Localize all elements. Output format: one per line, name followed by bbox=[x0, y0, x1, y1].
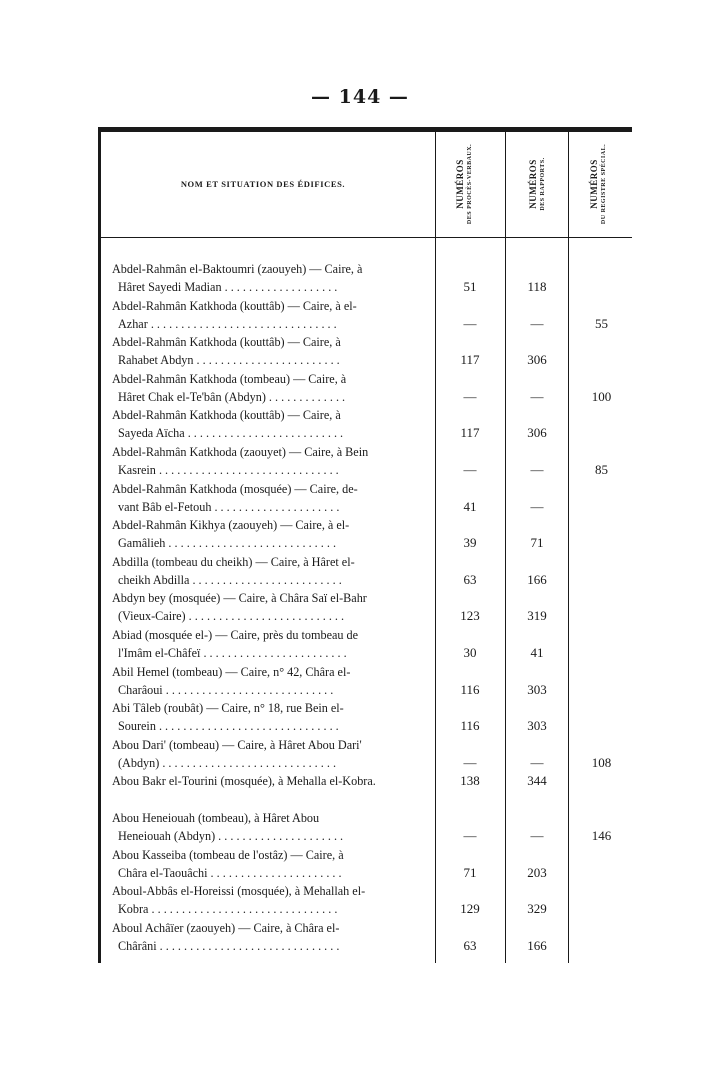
registre-number: 108 bbox=[591, 754, 612, 770]
column-header-line: DU REGISTRE SPÉCIAL. bbox=[601, 143, 607, 225]
edifice-name-line: Azhar . . . . . . . . . . . . . . . . . . . . . . . . . . . . . . . bbox=[118, 316, 337, 331]
edifice-name-line: Hâret Chak el-Te'bân (Abdyn) . . . . . . . . . . . . . bbox=[118, 389, 346, 404]
edifice-name-line: Abdel-Rahmân Katkhoda (kouttâb) — Caire, à bbox=[112, 335, 341, 350]
table-row bbox=[98, 846, 632, 883]
edifice-name-line: Abou Bakr el-Tourini (mosquée), à Mehalla el-Kobra. bbox=[112, 774, 376, 789]
edifice-name-line: Chârâni . . . . . . . . . . . . . . . . . . . . . . . . . . . . . . bbox=[118, 938, 340, 953]
table-row bbox=[98, 919, 632, 956]
header-divider bbox=[98, 237, 632, 238]
edifice-name bbox=[112, 443, 430, 479]
edifice-name bbox=[112, 809, 430, 845]
edifice-name-line: Abdyn bey (mosquée) — Caire, à Châra Saï el-Bahr bbox=[112, 591, 367, 606]
edifice-name-line: Abou Kasseiba (tombeau de l'ostâz) — Caire, à bbox=[112, 847, 344, 862]
column-header-line: DES RAPPORTS. bbox=[540, 157, 546, 211]
table-row bbox=[98, 626, 632, 663]
edifice-name-line: Châra el-Taouâchi . . . . . . . . . . . . . . . . . . . . . . bbox=[118, 865, 342, 880]
proces-verbal-number: 63 bbox=[463, 937, 477, 953]
column-header-name: NOM ET SITUATION DES ÉDIFICES. bbox=[180, 179, 346, 189]
rapport-number: 118 bbox=[527, 279, 547, 294]
rapport-number: — bbox=[530, 388, 544, 404]
column-header-line: NUMÉROS bbox=[589, 159, 599, 209]
column-header-rapports bbox=[517, 135, 557, 233]
edifice-name-line: Heneiouah (Abdyn) . . . . . . . . . . . . . . . . . . . . . bbox=[118, 829, 344, 843]
table-row bbox=[98, 333, 632, 370]
registre-number: 55 bbox=[595, 315, 608, 331]
rapport-number: — bbox=[530, 754, 544, 770]
edifice-name-line: Abdel-Rahmân Kikhya (zaouyeh) — Caire, à el- bbox=[112, 518, 350, 533]
edifice-name bbox=[112, 480, 430, 516]
registre-number: 146 bbox=[591, 828, 612, 843]
rapport-number: — bbox=[530, 462, 544, 477]
edifice-name bbox=[112, 333, 430, 369]
table-top-rule bbox=[98, 127, 632, 132]
proces-verbal-number: — bbox=[463, 315, 477, 331]
table-row bbox=[98, 809, 632, 846]
rapport-number: 306 bbox=[527, 425, 547, 441]
column-header-line: NUMÉROS bbox=[528, 159, 538, 209]
edifice-name-line: Abdel-Rahmân el-Baktoumri (zaouyeh) — Caire, à bbox=[112, 262, 363, 276]
edifice-name bbox=[112, 589, 430, 625]
edifice-name-line: Abdel-Rahmân Katkhoda (mosquée) — Caire, de- bbox=[112, 481, 358, 496]
edifice-name bbox=[112, 882, 430, 918]
edifice-name-line: Abdel-Rahmân Katkhoda (tombeau) — Caire, à bbox=[112, 371, 347, 386]
table-row bbox=[98, 553, 632, 590]
proces-verbal-number: 138 bbox=[460, 773, 480, 789]
edifice-name-line: Aboul-Abbâs el-Horeissi (mosquée), à Mehallah el- bbox=[112, 884, 366, 899]
edifice-name-line: Abi Tâleb (roubât) — Caire, n° 18, rue Bein el- bbox=[112, 701, 344, 716]
edifice-name-line: Charâoui . . . . . . . . . . . . . . . . . . . . . . . . . . . . bbox=[118, 682, 334, 697]
edifice-name-line: vant Bâb el-Fetouh . . . . . . . . . . . . . . . . . . . . . bbox=[118, 499, 340, 514]
table-row bbox=[98, 370, 632, 407]
edifice-name-line: Abou Heneiouah (tombeau), à Hâret Abou bbox=[112, 811, 320, 825]
edifice-name-line: Abdel-Rahmân Katkhoda (kouttâb) — Caire, à el- bbox=[112, 298, 357, 313]
table-row bbox=[98, 260, 632, 297]
edifice-name bbox=[112, 699, 430, 735]
proces-verbal-number: — bbox=[463, 754, 477, 770]
proces-verbal-number: 117 bbox=[460, 425, 480, 441]
edifice-name-line: l'Imâm el-Châfeï . . . . . . . . . . . . . . . . . . . . . . . . bbox=[118, 646, 347, 660]
edifice-name bbox=[112, 516, 430, 552]
rapport-number: 344 bbox=[527, 773, 547, 789]
edifice-name-line: Abdel-Rahmân Katkhoda (zaouyet) — Caire, à Bein bbox=[112, 445, 369, 459]
proces-verbal-number: 51 bbox=[463, 279, 477, 294]
table-row bbox=[98, 443, 632, 480]
edifice-name bbox=[112, 846, 430, 882]
edifices-table bbox=[98, 127, 632, 963]
proces-verbal-number: — bbox=[463, 388, 477, 404]
proces-verbal-number: 129 bbox=[460, 901, 480, 917]
edifice-name bbox=[112, 919, 430, 955]
table-row bbox=[98, 589, 632, 626]
edifice-name-line: Kobra . . . . . . . . . . . . . . . . . . . . . . . . . . . . . . . bbox=[118, 902, 338, 917]
proces-verbal-number: 116 bbox=[460, 718, 480, 734]
edifice-name-line: Gamâlieh . . . . . . . . . . . . . . . . . . . . . . . . . . . . bbox=[118, 536, 337, 551]
edifice-name bbox=[112, 260, 430, 296]
table-row bbox=[98, 480, 632, 517]
column-header-line: DES PROCÈS-VERBAUX. bbox=[467, 143, 473, 225]
edifice-name-line: Abiad (mosquée el-) — Caire, près du tombeau de bbox=[112, 628, 359, 642]
edifice-name-line: Kasrein . . . . . . . . . . . . . . . . . . . . . . . . . . . . . . bbox=[118, 463, 339, 477]
rapport-number: 166 bbox=[527, 937, 547, 953]
edifice-name-line: Sayeda Aïcha . . . . . . . . . . . . . . . . . . . . . . . . . . bbox=[118, 426, 344, 441]
rapport-number: 319 bbox=[527, 608, 547, 624]
rapport-number: 303 bbox=[527, 681, 547, 697]
column-header-registre bbox=[578, 135, 618, 233]
proces-verbal-number: 117 bbox=[460, 352, 480, 368]
proces-verbal-number: — bbox=[463, 462, 477, 477]
rapport-number: 166 bbox=[527, 571, 547, 587]
edifice-name bbox=[112, 736, 430, 772]
table-row bbox=[98, 297, 632, 334]
edifice-name bbox=[112, 772, 430, 790]
table-row bbox=[98, 772, 632, 809]
edifice-name-line: Aboul Achâïer (zaouyeh) — Caire, à Châra el- bbox=[112, 920, 340, 935]
rapport-number: 306 bbox=[527, 352, 547, 368]
proces-verbal-number: 71 bbox=[463, 864, 477, 880]
rapport-number: 303 bbox=[527, 718, 547, 734]
table-row bbox=[98, 699, 632, 736]
edifice-name-line: Rahabet Abdyn . . . . . . . . . . . . . . . . . . . . . . . . bbox=[118, 353, 340, 368]
edifice-name bbox=[112, 406, 430, 442]
rapport-number: 71 bbox=[530, 535, 544, 551]
proces-verbal-number: 30 bbox=[463, 645, 477, 660]
rapport-number: — bbox=[530, 498, 544, 514]
registre-number: 100 bbox=[591, 388, 612, 404]
rapport-number: 41 bbox=[530, 645, 544, 660]
page-number: — 144 — bbox=[311, 86, 409, 108]
proces-verbal-number: 116 bbox=[460, 681, 480, 697]
table-row bbox=[98, 663, 632, 700]
edifice-name bbox=[112, 370, 430, 406]
table-row bbox=[98, 736, 632, 773]
table-row bbox=[98, 882, 632, 919]
rapport-number: 203 bbox=[527, 864, 547, 880]
edifice-name-line: (Abdyn) . . . . . . . . . . . . . . . . . . . . . . . . . . . . . bbox=[118, 755, 337, 770]
rapport-number: — bbox=[530, 828, 544, 843]
proces-verbal-number: 41 bbox=[463, 498, 477, 514]
edifice-name-line: Hâret Sayedi Madian . . . . . . . . . . . . . . . . . . . bbox=[118, 280, 338, 294]
rapport-number: 329 bbox=[527, 901, 547, 917]
proces-verbal-number: 39 bbox=[463, 535, 477, 551]
edifice-name-line: Sourein . . . . . . . . . . . . . . . . . . . . . . . . . . . . . . bbox=[118, 719, 339, 734]
edifice-name bbox=[112, 663, 430, 699]
edifice-name bbox=[112, 553, 430, 589]
proces-verbal-number: 63 bbox=[463, 571, 477, 587]
edifice-name-line: Abil Hemel (tombeau) — Caire, n° 42, Châra el- bbox=[112, 664, 351, 679]
table-row bbox=[98, 406, 632, 443]
edifice-name-line: (Vieux-Caire) . . . . . . . . . . . . . . . . . . . . . . . . . . bbox=[118, 609, 345, 624]
proces-verbal-number: — bbox=[463, 828, 477, 843]
edifice-name-line: Abdilla (tombeau du cheikh) — Caire, à Hâret el- bbox=[112, 554, 355, 569]
proces-verbal-number: 123 bbox=[460, 608, 480, 624]
table-row bbox=[98, 516, 632, 553]
column-header-proces-verbaux bbox=[444, 135, 484, 233]
rapport-number: — bbox=[530, 315, 544, 331]
edifice-name bbox=[112, 297, 430, 333]
edifice-name-line: cheikh Abdilla . . . . . . . . . . . . . . . . . . . . . . . . . bbox=[118, 572, 342, 587]
edifice-name-line: Abou Dari' (tombeau) — Caire, à Hâret Abou Dari' bbox=[112, 737, 362, 752]
registre-number: 85 bbox=[595, 462, 608, 477]
column-header-line: NUMÉROS bbox=[455, 159, 465, 209]
edifice-name bbox=[112, 626, 430, 662]
edifice-name-line: Abdel-Rahmân Katkhoda (kouttâb) — Caire, à bbox=[112, 408, 341, 423]
